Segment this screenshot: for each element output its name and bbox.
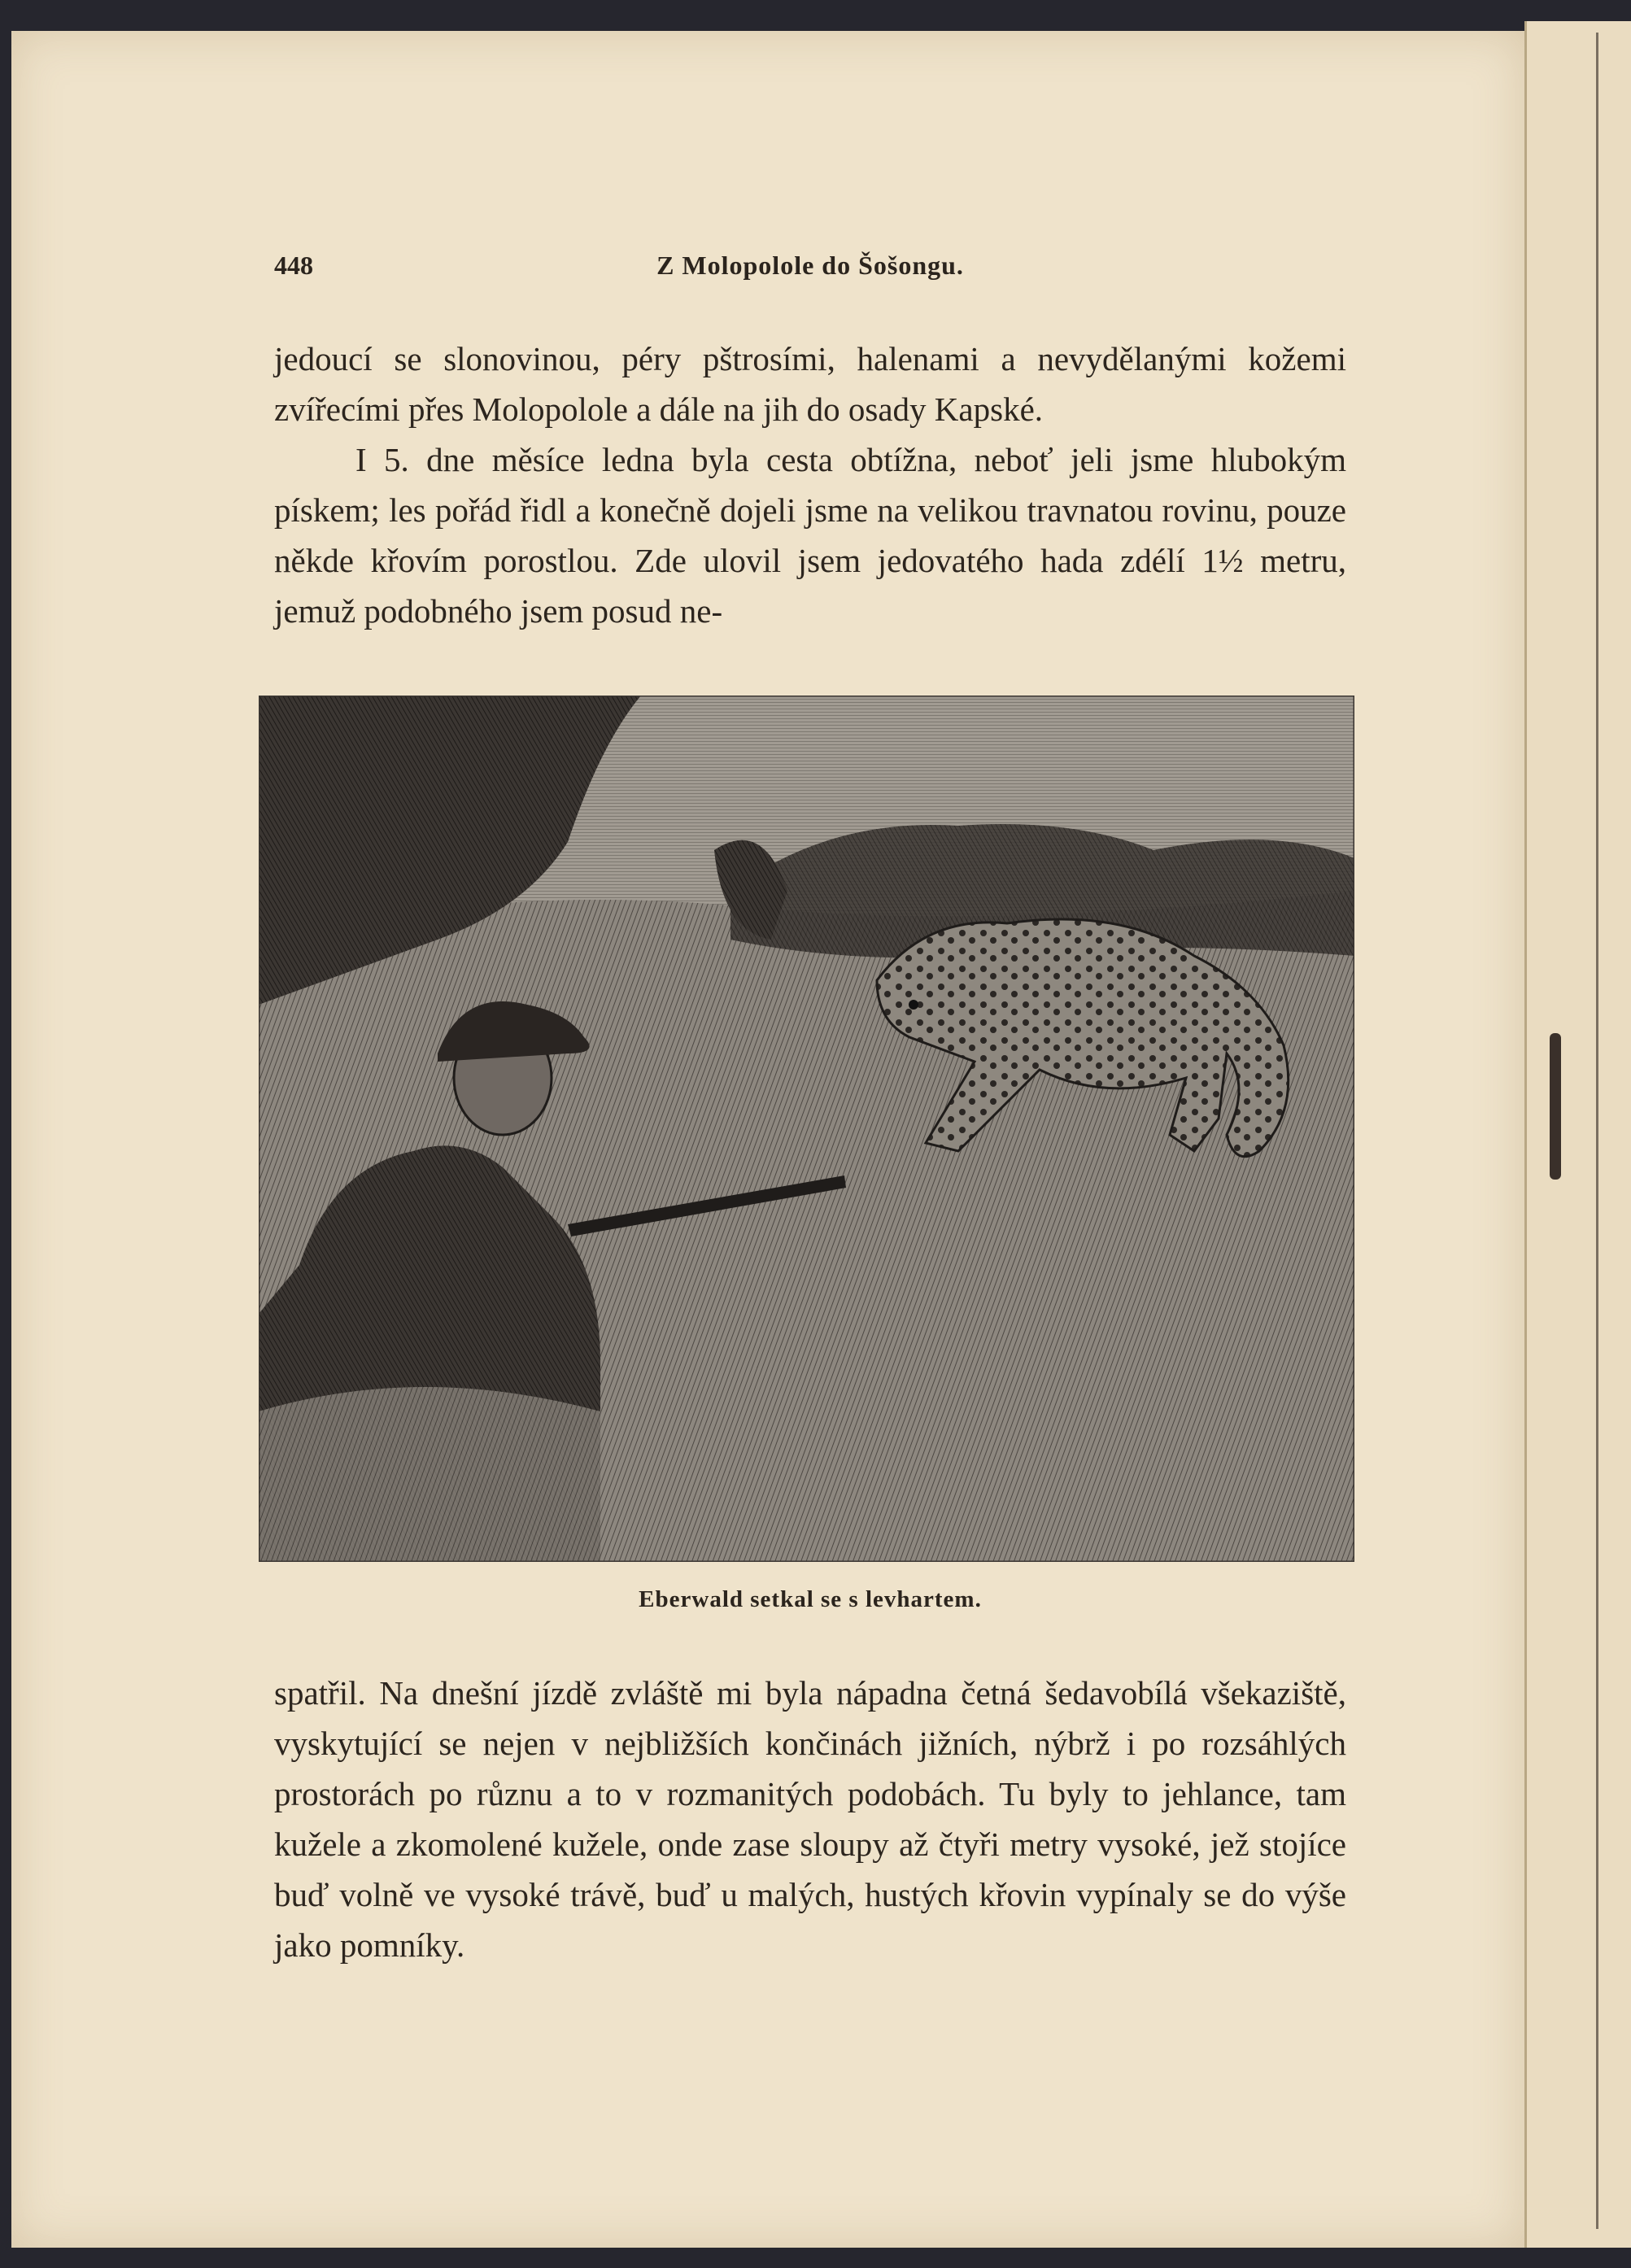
body-text-bottom	[274, 1668, 1346, 1970]
paragraph: jedoucí se slonovinou, péry pštrosími, halenami a nevydělanými kožemi zvířecími přes Molopolole a dále na jih do osady Kapské.	[274, 340, 1346, 428]
running-head	[274, 251, 1346, 291]
engraving-illustration	[259, 696, 1354, 1562]
leopard-eye	[909, 1000, 918, 1010]
illustration-caption: Eberwald setkal se s levhartem.	[639, 1586, 982, 1612]
page-number: 448	[274, 251, 313, 280]
body-text-top	[274, 334, 1346, 636]
binding-edge	[1596, 33, 1598, 2229]
running-head-title: Z Molopolole do Šošongu.	[656, 251, 964, 280]
engraving-drawing	[259, 696, 1354, 1562]
page-edge-mark	[1550, 1033, 1561, 1180]
paragraph: I 5. dne měsíce ledna byla cesta obtížna, neboť jeli jsme hlubokým pískem; les pořád řidl a konečně dojeli jsme na velikou travnatou rovinu, pouze někde křovím porostlou. Zde ulovil jsem jedovatého hada zdélí 1½ metru, jemuž podobného jsem posud ne-	[274, 441, 1346, 630]
adjacent-page-edge	[1524, 21, 1631, 2248]
paragraph: spatřil. Na dnešní jízdě zvláště mi byla nápadna četná šedavobílá všekaziště, vyskytující se nejen v nejbližších končinách jižních, nýbrž i po rozsáhlých prostorách po různu a to v rozmanitých podobách. Tu byly to jehlance, tam kužele a zkomolené kužele, onde zase sloupy až čtyři metry vysoké, jež stojíce buď volně ve vysoké trávě, buď u malých, hustých křovin vypínaly se do výše jako pomníky.	[274, 1674, 1346, 1964]
